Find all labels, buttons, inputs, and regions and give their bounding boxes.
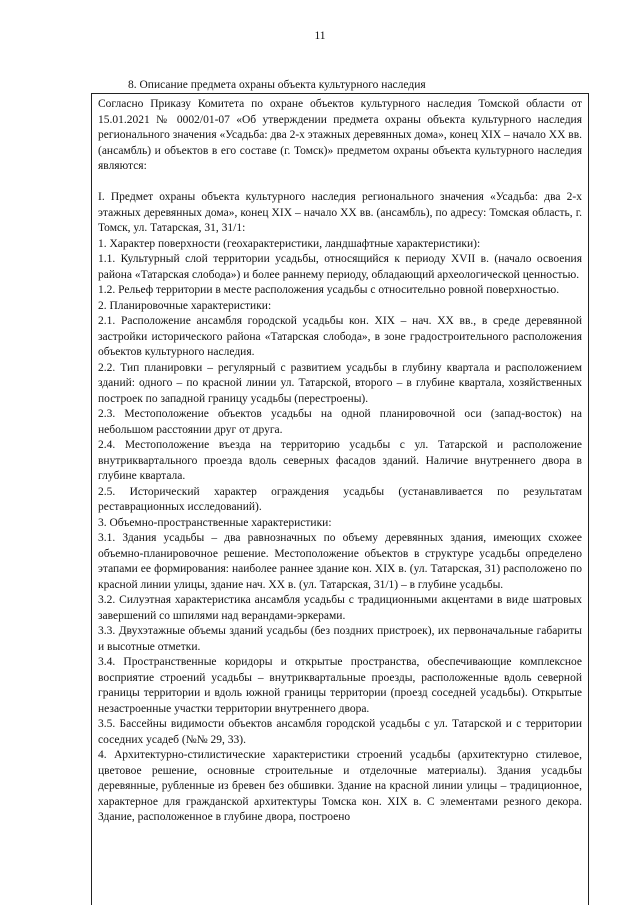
section-heading: 8. Описание предмета охраны объекта культурного наследия [128,79,426,91]
paragraph-1-2: 1.2. Рельеф территории в месте расположения усадьбы с относительно ровной поверхностью. [98,284,560,296]
paragraph-2: 2. Планировочные характеристики: [98,299,272,312]
paragraph-3-5: 3.5. Бассейны видимости объектов ансамбля городской усадьбы с ул. Татарской и с территории соседних усадеб (№№ 29, 33). [98,718,582,746]
paragraph-2-4: 2.4. Местоположение въезда на территорию усадьбы с ул. Татарской и расположение внутриквартального проезда вдоль северных фасадов зданий. Наличие внутреннего двора в глубине квартала. [98,439,582,482]
paragraph-3-3: 3.3. Двухэтажные объемы зданий усадьбы (без поздних пристроек), их первоначальные габариты и высотные отметки. [98,625,582,653]
page-number: 11 [314,30,326,42]
paragraph-1-1: 1.1. Культурный слой территории усадьбы, относящийся к периоду XVII в. (начало освоения района «Татарская слобода») и более раннему периоду, обладающий археологической ценностью. [98,253,582,281]
paragraph-3-1: 3.1. Здания усадьбы – два равнозначных по объему деревянных здания, имеющих схожее объемно-планировочное решение. Местоположение объектов в структуре усадьбы определено этапами ее формирования: наиболее раннее здание кон. XIX в. (ул. Татарская, 31) расположено по красной линии улицы, здание нач. XX в. (ул. Татарская, 31/1) – в глубине усадьбы. [98,532,582,591]
paragraph-1: 1. Характер поверхности (геохарактеристики, ландшафтные характеристики): [98,237,481,250]
paragraph-2-2: 2.2. Тип планировки – регулярный с развитием усадьбы в глубину квартала и расположением зданий: одного – по красной линии ул. Татарской, второго – в глубине квартала, хозяйственных построек по западной границу усадьбы (перестроены). [98,361,582,405]
paragraph-3: 3. Объемно-пространственные характеристики: [98,516,332,529]
paragraph-2-5: 2.5. Исторический характер ограждения усадьбы (устанавливается по результатам реставрационных исследований). [98,485,582,513]
paragraph-I: I. Предмет охраны объекта культурного наследия регионального значения «Усадьба: два 2-х этажных деревянных дома», конец XIX – начало XX вв. (ансамбль), по адресу: Томская область, г. Томск, ул. Татарская, 31, 31/1: [98,191,582,234]
paragraph-3-2: 3.2. Силуэтная характеристика ансамбля усадьбы с традиционными акцентами в виде шатровых завершений со шпилями над верандами-эркерами. [98,594,582,622]
paragraph-2-3: 2.3. Местоположение объектов усадьбы на одной планировочной оси (запад-восток) на небольшом расстоянии друг от друга. [98,408,582,436]
intro-paragraph: Согласно Приказу Комитета по охране объектов культурного наследия Томской области от 15.01.2021 № 0002/01-07 «Об утверждении предмета охраны объекта культурного наследия регионального значения «Усадьба: два 2-х этажных деревянных дома», конец XIX – начало XX вв. (ансамбль) и объектов в его составе (г. Томск)» предметом охраны объекта культурного наследия являются: [98,98,583,172]
paragraph-2-1: 2.1. Расположение ансамбля городской усадьбы кон. XIX – нач. XX вв., в среде деревянной застройки исторического района «Татарская слобода», в зоне градостроительного расположения объектов культурного наследия. [98,315,582,358]
protection-subject-box [91,93,589,905]
paragraph-4: 4. Архитектурно-стилистические характеристики строений усадьбы (архитектурно стилевое, цветовое решение, основные строительные и отделочные материалы). Здания усадьбы деревянные, рубленные из бревен без обшивки. Здание на красной линии улицы – традиционное, характерное для гражданской архитектуры Томска кон. XIX в. С элементами резного декора. Здание, расположенное в глубине двора, построено [98,749,582,823]
paragraph-3-4: 3.4. Пространственные коридоры и открытые пространства, обеспечивающие комплексное восприятие строений усадьбы – внутриквартальные проезды, расположенные вдоль северной границы территории и вдоль южной границы территории (проезд соседней усадьбы). Открытые незастроенные участки территории внутреннего двора. [98,656,582,715]
